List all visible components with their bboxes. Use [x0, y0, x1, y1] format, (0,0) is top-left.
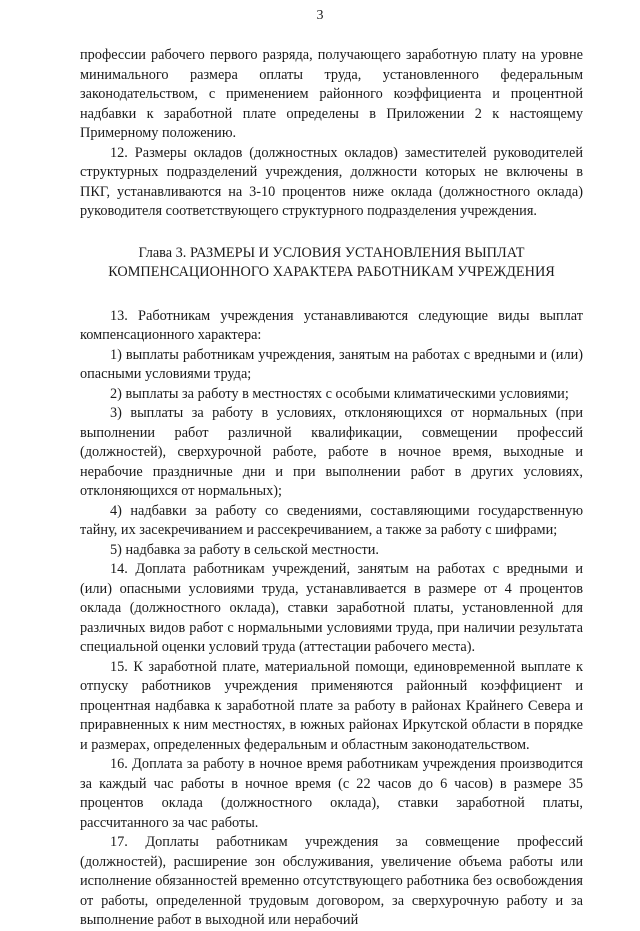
- paragraph-15: 15. К заработной плате, материальной помощи, единовременной выплате к отпуску работников учреждения применяются районный коэффициент и процентная надбавка к заработной плате за работу в районах Крайнего Севера и приравненных к ним местностях, в южных районах Иркутской области в порядке и размерах, определенных федеральным и областным законодательством.: [80, 658, 583, 753]
- paragraph-14: 14. Доплата работникам учреждений, занятым на работах с вредными и (или) опасными условиями труда, устанавливается в размере от 4 процентов оклада (должностного оклада), ставки заработной платы, установленной для различных видов работ с нормальными условиями труда, при наличии результата специальной оценки условий труда (аттестации рабочего места).: [80, 561, 583, 655]
- list-item-1: 1) выплаты работникам учреждения, занятым на работах с вредными и (или) опасными условиями труда;: [80, 346, 583, 382]
- paragraph-continuation: профессии рабочего первого разряда, получающего заработную плату на уровне минимального размера оплаты труда, установленного федеральным законодательством, с применением районного коэффициента и процентной надбавки к заработной плате определены в Приложении 2 к настоящему Примерному положению.: [80, 47, 583, 141]
- list-item-4: 4) надбавки за работу со сведениями, составляющими государственную тайну, их засекречиванием и рассекречиванием, а также за работу с шифрами;: [80, 502, 583, 538]
- list-item-2: 2) выплаты за работу в местностях с особыми климатическими условиями;: [110, 385, 569, 402]
- chapter-heading: [80, 244, 583, 283]
- chapter-heading-line-2: КОМПЕНСАЦИОННОГО ХАРАКТЕРА РАБОТНИКАМ УЧРЕЖДЕНИЯ: [108, 264, 555, 280]
- list-item-3: 3) выплаты за работу в условиях, отклоняющихся от нормальных (при выполнении работ различной квалификации, совмещении профессий (должностей), сверхурочной работе, работе в ночное время, выходные и нерабочие праздничные дни и при выполнении работ в других условиях, отклоняющихся от нормальных);: [80, 405, 583, 499]
- paragraph-13: 13. Работникам учреждения устанавливаются следующие виды выплат компенсационного характера:: [80, 307, 583, 343]
- document-body: [80, 46, 583, 931]
- chapter-heading-line-1: Глава 3. РАЗМЕРЫ И УСЛОВИЯ УСТАНОВЛЕНИЯ ВЫПЛАТ: [138, 244, 525, 261]
- paragraph-17: 17. Доплаты работникам учреждения за совмещение профессий (должностей), расширение зон обслуживания, увеличение объема работы или исполнение обязанностей временно отсутствующего работника без освобождения от работы, определенной трудовым договором, за сверхурочную работу и за выполнение работ в выходной или нерабочий: [80, 834, 583, 928]
- list-item-5: 5) надбавка за работу в сельской местности.: [110, 541, 379, 558]
- paragraph-12: 12. Размеры окладов (должностных окладов) заместителей руководителей структурных подразделений учреждения, должности которых не включены в ПКГ, устанавливаются на 3-10 процентов ниже оклада (должностного оклада) руководителя соответствующего структурного подразделения учреждения.: [80, 144, 583, 219]
- paragraph-16: 16. Доплата за работу в ночное время работникам учреждения производится за каждый час работы в ночное время (с 22 часов до 6 часов) в размере 35 процентов оклада (должностного оклада), ставки заработной платы, рассчитанного за час работы.: [80, 756, 583, 831]
- page-number: 3: [316, 8, 324, 23]
